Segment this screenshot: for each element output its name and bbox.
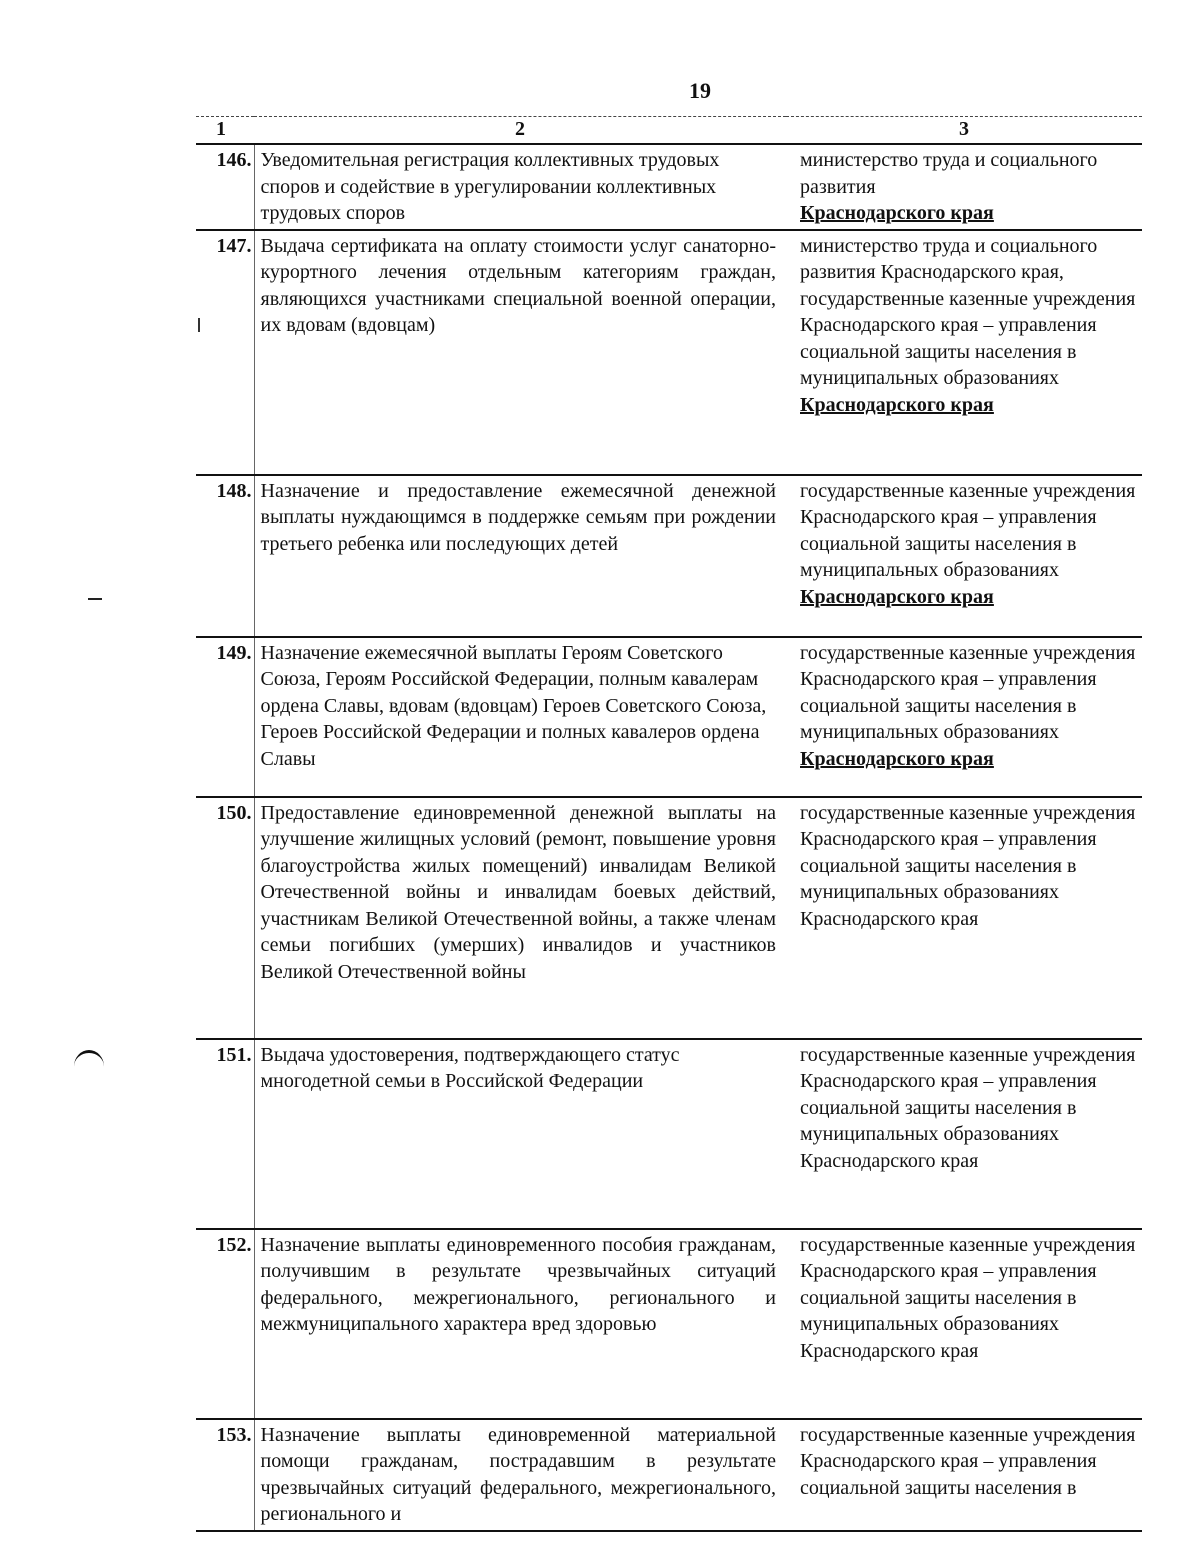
row-organization — [786, 230, 1142, 475]
org-text: министерство труда и социального развития Краснодарского края, государственные казенные учреждения Краснодарского края – управления социальной защиты населения в муниципальных образованиях — [800, 234, 1136, 389]
org-text: государственные казенные учреждения Краснодарского края – управления социальной защиты населения в муниципальных образованиях Краснодарского края — [800, 1043, 1136, 1172]
table-row — [196, 637, 1142, 797]
row-number: 151. — [196, 1039, 254, 1229]
row-number: 149. — [196, 637, 254, 797]
table-row — [196, 1419, 1142, 1531]
row-organization — [786, 1419, 1142, 1531]
org-text: государственные казенные учреждения Краснодарского края – управления социальной защиты населения в муниципальных образованиях — [800, 641, 1136, 743]
org-text: государственные казенные учреждения Краснодарского края – управления социальной защиты населения в муниципальных образованиях Краснодарского края — [800, 1233, 1136, 1362]
scan-artifact-dash — [88, 598, 102, 600]
row-number: 146. — [196, 144, 254, 230]
row-number: 147. — [196, 230, 254, 475]
scan-artifact-arc — [74, 1050, 104, 1083]
column-header-description: 2 — [254, 117, 786, 145]
row-organization — [786, 637, 1142, 797]
table-header-row — [196, 117, 1142, 145]
row-description: Назначение выплаты единовременной материальной помощи гражданам, пострадавшим в результате чрезвычайных ситуаций федерального, межрегионального, регионального и — [254, 1419, 786, 1531]
table-row — [196, 1039, 1142, 1229]
org-region: Краснодарского края — [800, 202, 994, 224]
table-row — [196, 144, 1142, 230]
org-text: министерство труда и социального развития — [800, 149, 1098, 198]
org-region: Краснодарского края — [800, 747, 994, 770]
row-organization — [786, 1039, 1142, 1229]
row-description: Выдача удостоверения, подтверждающего статус многодетной семьи в Российской Федерации — [254, 1039, 786, 1229]
page-number: 19 — [689, 78, 711, 103]
row-description: Назначение выплаты единовременного пособия гражданам, получившим в результате чрезвычайных ситуаций федерального, межрегионального, регионального и межмуниципального характера вред здоровью — [254, 1229, 786, 1419]
row-description: Уведомительная регистрация коллективных трудовых споров и содействие в урегулировании коллективных трудовых споров — [254, 144, 786, 230]
table-row — [196, 475, 1142, 637]
row-number: 148. — [196, 475, 254, 637]
row-organization — [786, 475, 1142, 637]
column-header-number: 1 — [196, 117, 254, 145]
table-row — [196, 1229, 1142, 1419]
row-description: Назначение ежемесячной выплаты Героям Советского Союза, Героям Российской Федерации, полным кавалерам ордена Славы, вдовам (вдовцам) Героев Советского Союза, Героев Российской Федерации и полных кавалеров ордена Славы — [254, 637, 786, 797]
org-region: Краснодарского края — [800, 393, 994, 416]
org-text: государственные казенные учреждения Краснодарского края – управления социальной защиты населения в — [800, 1423, 1136, 1499]
row-organization — [786, 144, 1142, 230]
row-number: 152. — [196, 1229, 254, 1419]
row-organization — [786, 1229, 1142, 1419]
org-text: государственные казенные учреждения Краснодарского края – управления социальной защиты населения в муниципальных образованиях — [800, 479, 1136, 581]
table-row — [196, 797, 1142, 1039]
row-description: Предоставление единовременной денежной выплаты на улучшение жилищных условий (ремонт, повышение уровня благоустройства жилых помещений) инвалидам Великой Отечественной войны и инвалидам боевых действий, участникам Великой Отечественной войны, а также членам семьи погибших (умерших) инвалидов и участников Великой Отечественной войны — [254, 797, 786, 1039]
org-region: Краснодарского края — [800, 585, 994, 608]
row-organization — [786, 797, 1142, 1039]
row-number: 150. — [196, 797, 254, 1039]
row-number: 153. — [196, 1419, 254, 1531]
row-description: Выдача сертификата на оплату стоимости услуг санаторно-курортного лечения отдельным категориям граждан, являющихся участниками специальной военной операции, их вдовам (вдовцам) — [254, 230, 786, 475]
column-header-organization: 3 — [786, 117, 1142, 145]
services-table — [196, 116, 1142, 1532]
org-text: государственные казенные учреждения Краснодарского края – управления социальной защиты населения в муниципальных образованиях Краснодарского края — [800, 801, 1136, 930]
row-description: Назначение и предоставление ежемесячной денежной выплаты нуждающимся в поддержке семьям при рождении третьего ребенка или последующих детей — [254, 475, 786, 637]
table-row — [196, 230, 1142, 475]
